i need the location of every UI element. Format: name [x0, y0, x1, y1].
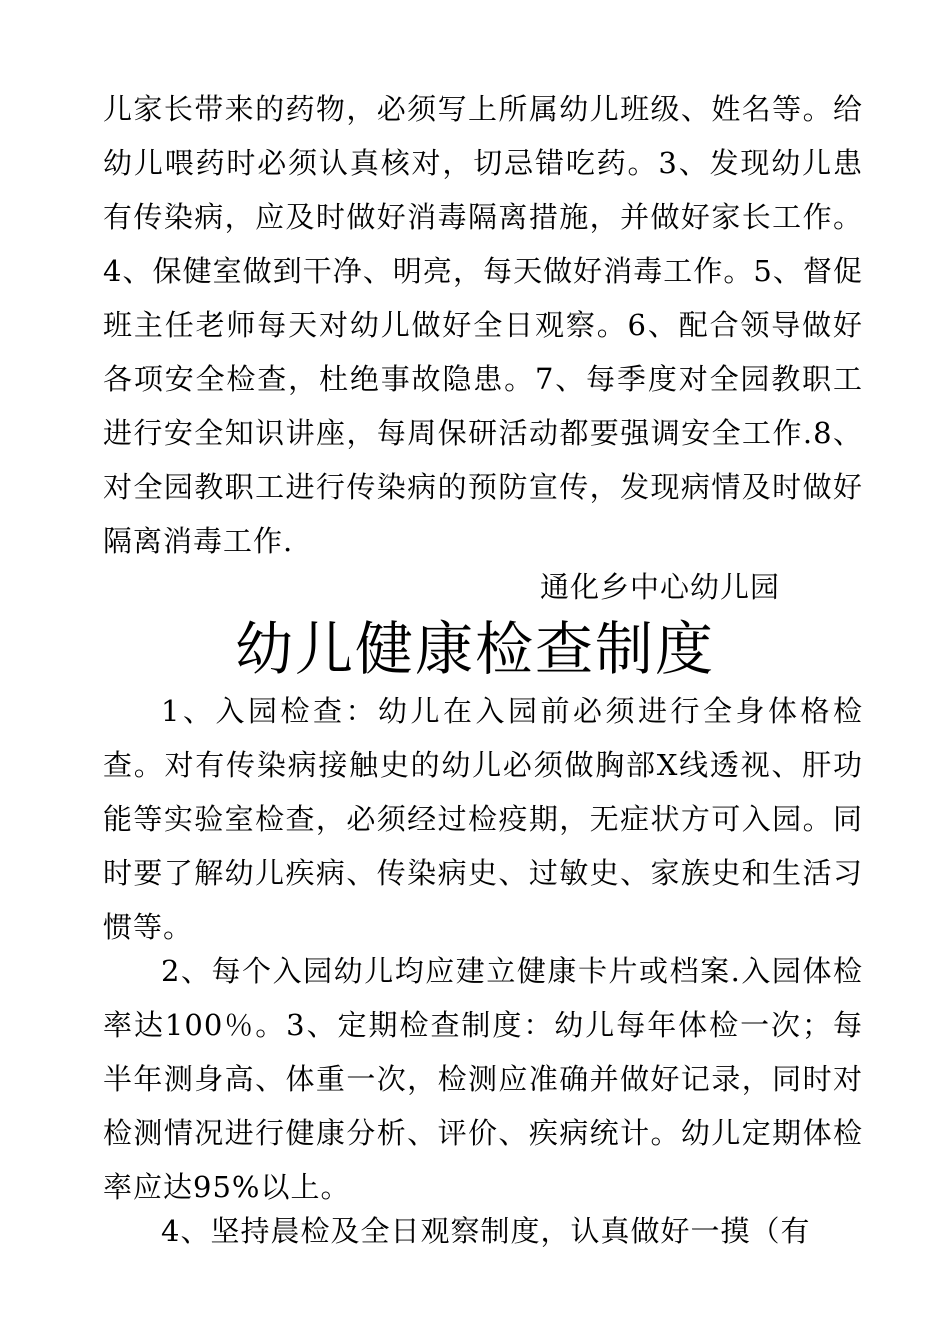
signature-organization: 通化乡中心幼儿园 [539, 570, 780, 604]
page-title: 幼儿健康检查制度 [234, 615, 715, 683]
paragraph-2: 2、每个入园幼儿均应建立健康卡片或档案.入园体检率达100％。3、定期检查制度：幼儿每年体检一次；每半年测身高、体重一次，检测应准确并做好记录，同时对检测情况进行健康分析、评价、疾病统计。幼儿定期体检率应达95%以上。 [103, 954, 863, 1204]
paragraph-3: 4、坚持晨检及全日观察制度，认真做好一摸（有 [161, 1214, 811, 1248]
paragraph-1: 1、入园检查：幼儿在入园前必须进行全身体格检查。对有传染病接触史的幼儿必须做胸部X线透视、肝功能等实验室检查，必须经过检疫期，无症状方可入园。同时要了解幼儿疾病、传染病史、过敏史、家族史和生活习惯等。 [103, 694, 863, 944]
continuation-paragraph: 儿家长带来的药物，必须写上所属幼儿班级、姓名等。给幼儿喂药时必须认真核对，切忌错吃药。3、发现幼儿患有传染病，应及时做好消毒隔离措施，并做好家长工作。4、保健室做到干净、明亮，每天做好消毒工作。5、督促班主任老师每天对幼儿做好全日观察。6、配合领导做好各项安全检查，杜绝事故隐患。7、每季度对全园教职工进行安全知识讲座，每周保研活动都要强调安全工作.8、对全园教职工进行传染病的预防宣传，发现病情及时做好隔离消毒工作. [103, 92, 863, 558]
